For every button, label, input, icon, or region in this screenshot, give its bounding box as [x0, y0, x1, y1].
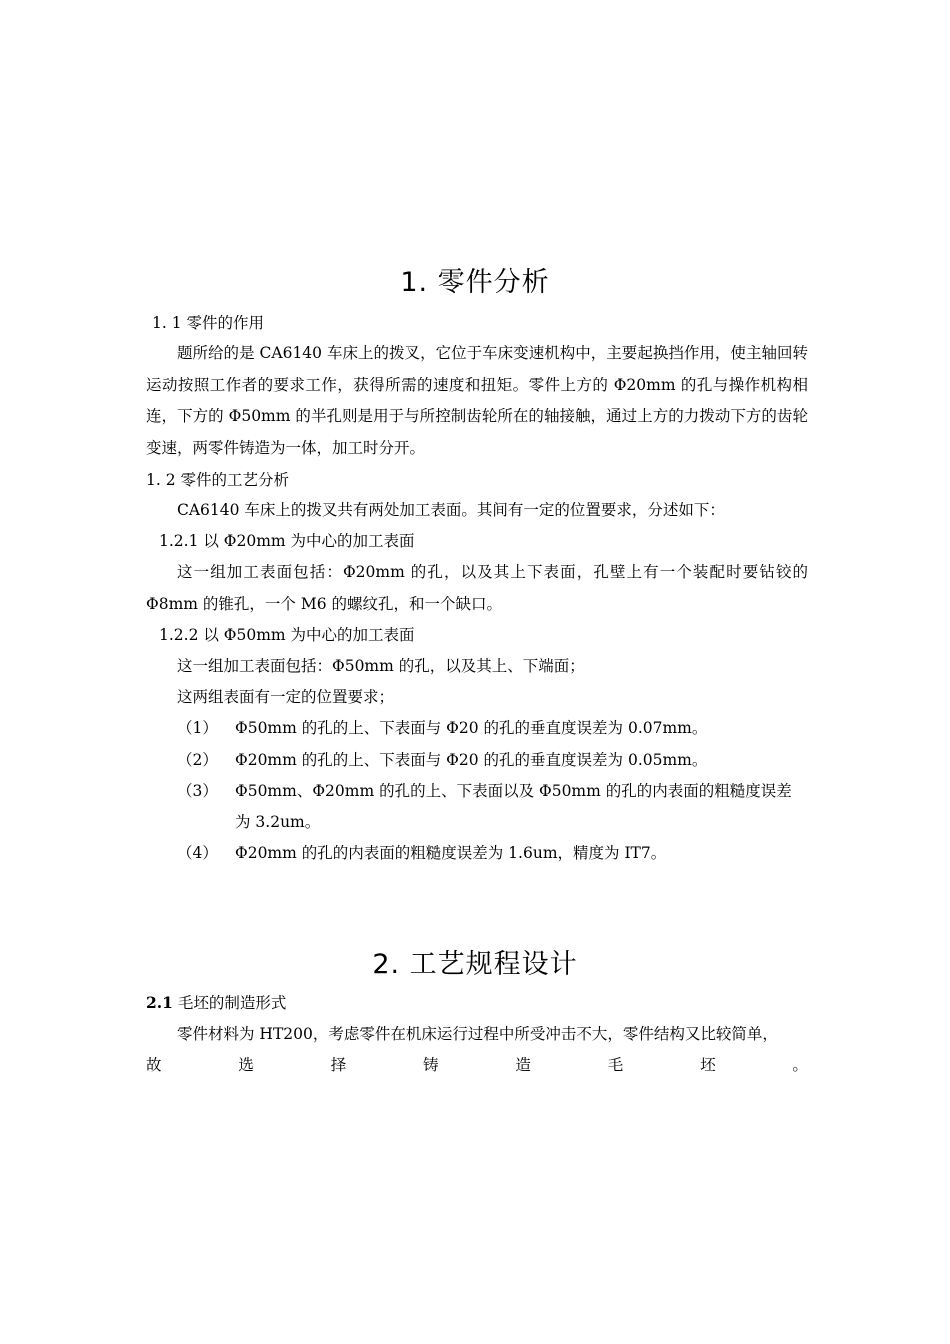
spread-char: 铸	[423, 1056, 439, 1074]
paragraph-1-2-1: 这一组加工表面包括：Φ20mm 的孔，以及其上下表面，孔壁上有一个装配时要钻铰的 Φ8mm 的锥孔，一个 M6 的螺纹孔，和一个缺口。	[146, 563, 808, 613]
spread-char: 。	[792, 1056, 808, 1074]
spread-char: 择	[330, 1056, 347, 1074]
requirement-item	[177, 843, 666, 863]
requirement-text: Φ50mm 的孔的上、下表面与 Φ20 的孔的垂直度误差为 0.07mm。	[235, 719, 708, 737]
section-2-title: 2. 工艺规程设计	[372, 949, 578, 980]
paragraph-2-1-line-2	[146, 1055, 808, 1075]
paragraph-1-1: 题所给的是 CA6140 车床上的拨叉，它位于车床变速机构中，主要起换挡作用，使主轴回转运动按照工作者的要求工作，获得所需的速度和扭矩。零件上方的 Φ20mm 的孔与操作机构相连，下方的 Φ50mm 的半孔则是用于与所控制齿轮所在的轴接触，通过上方的力拨动下方的齿轮变速，两零件铸造为一体，加工时分开。	[146, 344, 808, 457]
requirement-text: Φ50mm、Φ20mm 的孔的上、下表面以及 Φ50mm 的孔的内表面的粗糙度误差	[235, 782, 792, 800]
spread-char: 造	[515, 1056, 531, 1074]
requirement-item	[177, 718, 707, 738]
spread-char: 故	[146, 1056, 162, 1074]
heading-1-1: 1. 1 零件的作用	[152, 314, 265, 332]
heading-1-2-2: 1.2.2 以 Φ50mm 为中心的加工表面	[159, 626, 415, 644]
requirement-text: Φ20mm 的孔的内表面的粗糙度误差为 1.6um，精度为 IT7。	[235, 844, 667, 862]
spread-char: 选	[238, 1056, 254, 1074]
paragraph-1-2-2: 这一组加工表面包括：Φ50mm 的孔，以及其上、下端面；	[177, 657, 585, 675]
heading-1-2: 1. 2 零件的工艺分析	[146, 471, 290, 489]
paragraph-1-2-intro: CA6140 车床上的拨叉共有两处加工表面。其间有一定的位置要求，分述如下：	[177, 501, 725, 519]
requirement-item	[177, 750, 707, 770]
requirement-number: （3）	[177, 782, 218, 800]
requirements-intro: 这两组表面有一定的位置要求；	[177, 688, 395, 706]
requirement-text: Φ20mm 的孔的上、下表面与 Φ20 的孔的垂直度误差为 0.05mm。	[235, 751, 708, 769]
heading-2-1-number: 2.1	[146, 993, 173, 1012]
requirement-number: （4）	[177, 844, 218, 862]
requirement-number: （2）	[177, 751, 218, 769]
heading-2-1	[146, 993, 286, 1013]
heading-2-1-text: 毛坯的制造形式	[172, 994, 287, 1012]
paragraph-2-1-line-1: 零件材料为 HT200，考虑零件在机床运行过程中所受冲击不大，零件结构又比较简单，	[177, 1025, 778, 1043]
section-1-title: 1. 零件分析	[400, 267, 550, 298]
spread-char: 毛	[607, 1056, 624, 1074]
heading-1-2-1: 1.2.1 以 Φ20mm 为中心的加工表面	[159, 532, 415, 550]
requirement-text-continued: 为 3.2um。	[235, 813, 321, 831]
spread-char: 坯	[700, 1056, 716, 1074]
requirement-number: （1）	[177, 719, 218, 737]
requirement-item	[177, 781, 792, 801]
